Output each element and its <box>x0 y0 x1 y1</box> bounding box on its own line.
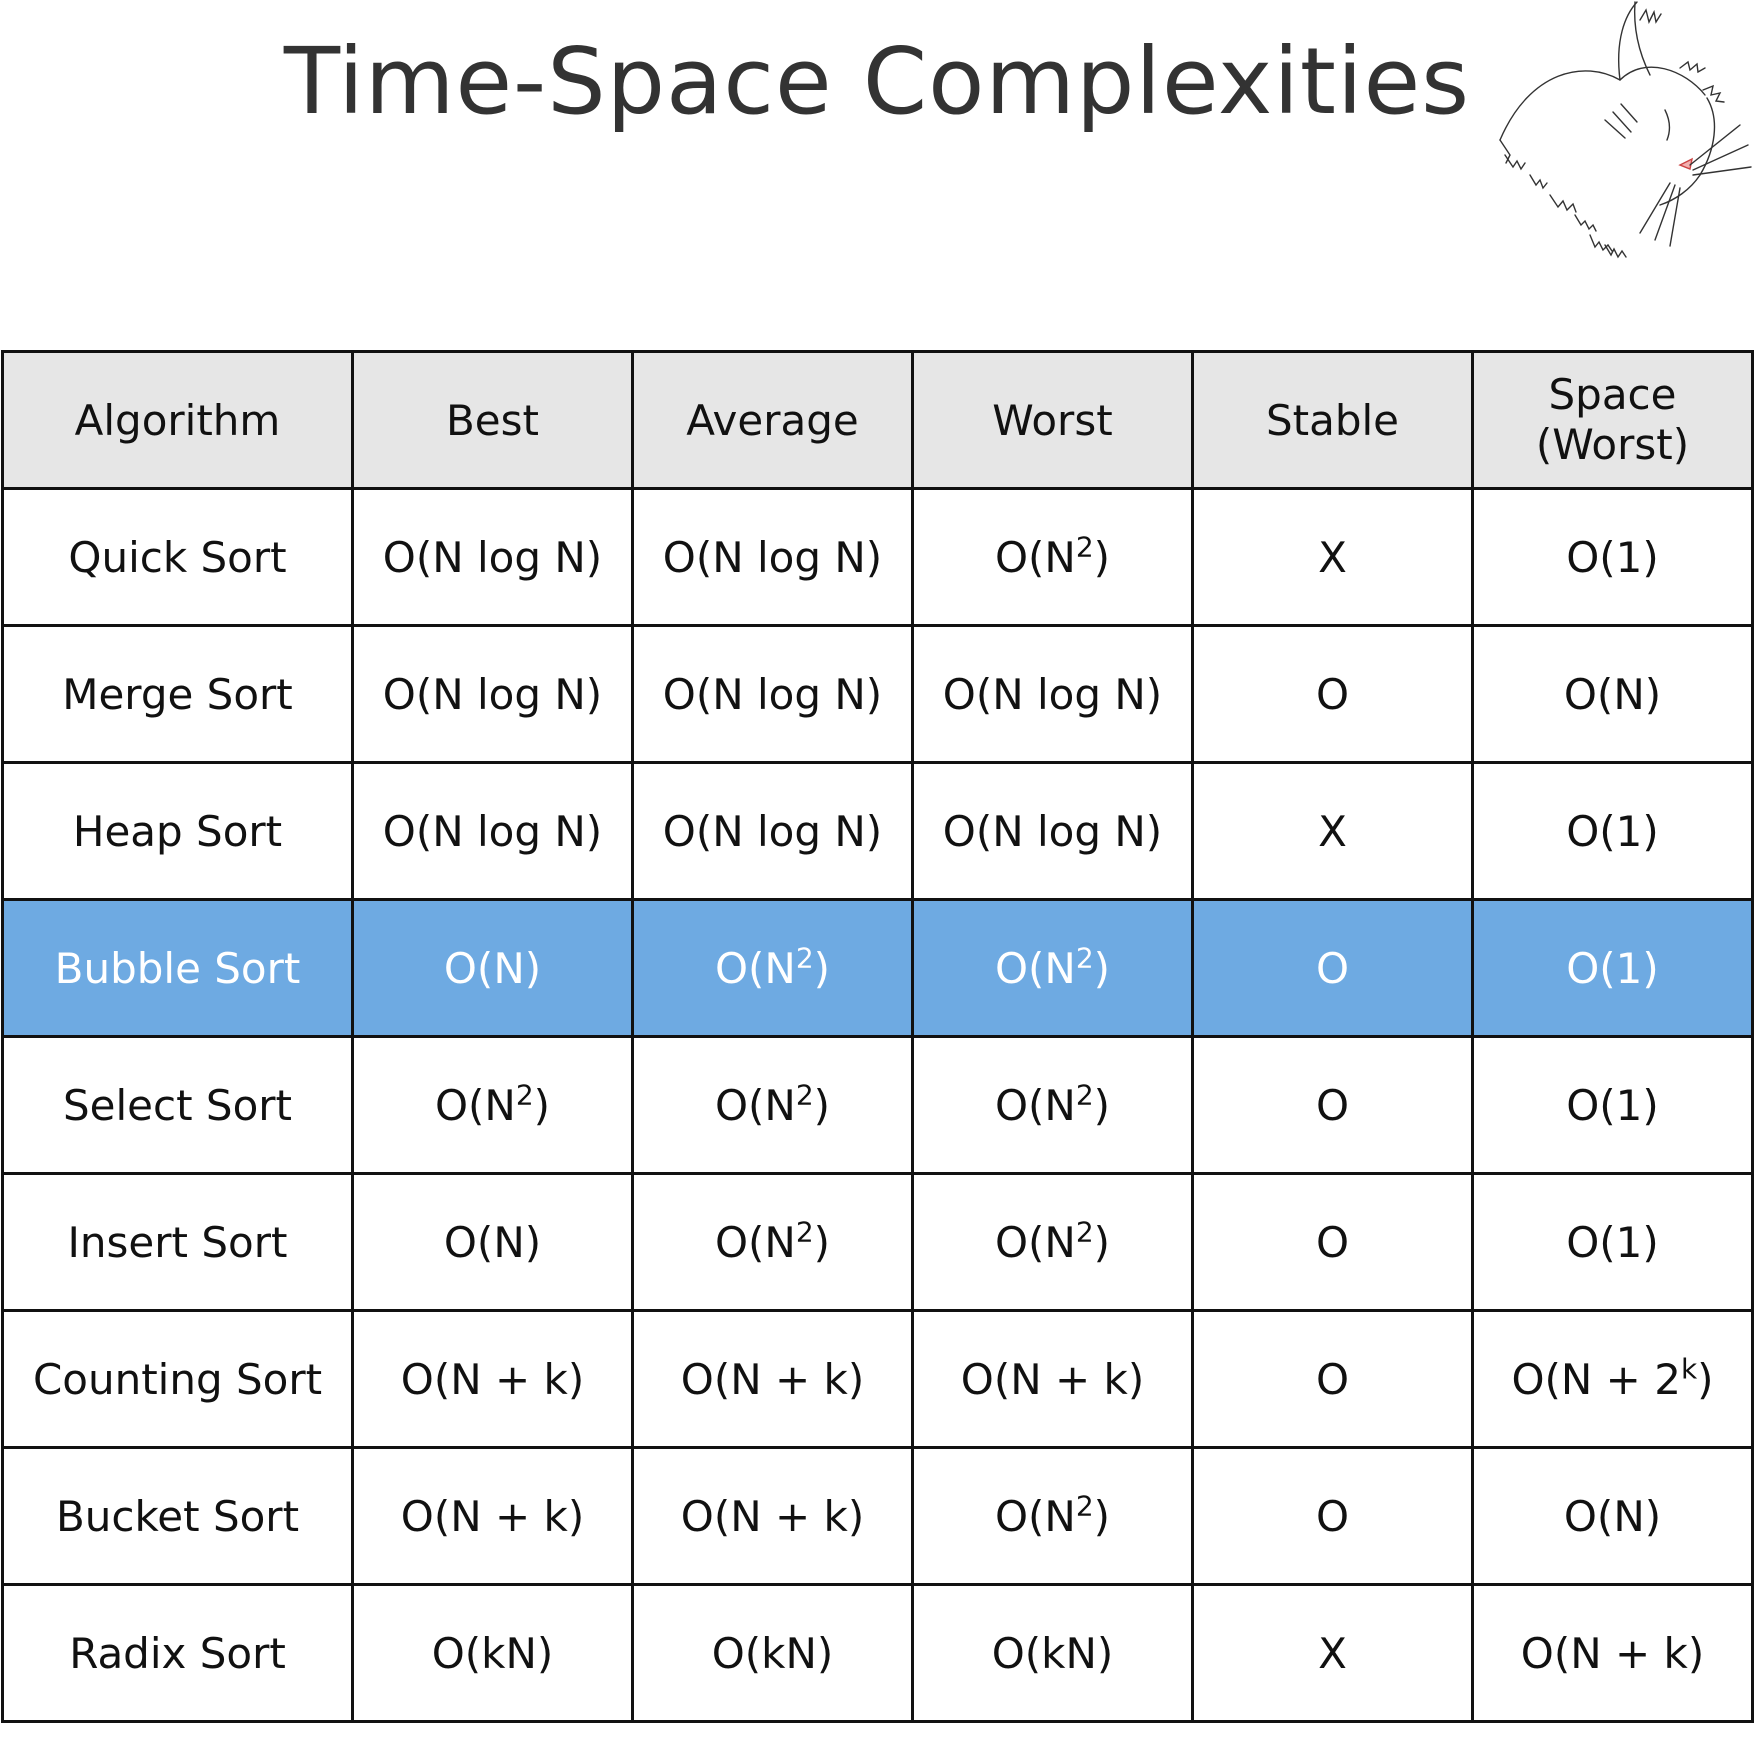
cell-average: O(kN) <box>633 1585 913 1722</box>
table-row <box>3 626 1753 763</box>
column-header-stable: Stable <box>1193 352 1473 489</box>
column-header-space-worst: Space (Worst) <box>1473 352 1753 489</box>
cell-stable: X <box>1193 1585 1473 1722</box>
column-header-average: Average <box>633 352 913 489</box>
page-title: Time-Space Complexities <box>283 28 1471 135</box>
cell-worst: $O(N^2)$ <box>913 1448 1193 1585</box>
cell-worst: O(N log N) <box>913 626 1193 763</box>
cell-stable: X <box>1193 763 1473 900</box>
cell-worst: $O(N^2)$ <box>913 1174 1193 1311</box>
cell-stable: O <box>1193 626 1473 763</box>
sleeping-cat-sketch-icon <box>1475 0 1754 282</box>
cell-algorithm: Radix Sort <box>3 1585 353 1722</box>
cell-average: $O(N^2)$ <box>633 1037 913 1174</box>
cell-average: O(N + k) <box>633 1311 913 1448</box>
table-row <box>3 763 1753 900</box>
cell-stable: X <box>1193 489 1473 626</box>
cell-worst: $O(N^2)$ <box>913 1037 1193 1174</box>
cell-best: O(N log N) <box>353 489 633 626</box>
table-row <box>3 1448 1753 1585</box>
cell-average: O(N + k) <box>633 1448 913 1585</box>
cell-worst: O(kN) <box>913 1585 1193 1722</box>
cell-space: O(1) <box>1473 489 1753 626</box>
table-row <box>3 489 1753 626</box>
cell-best: O(kN) <box>353 1585 633 1722</box>
cell-algorithm: Counting Sort <box>3 1311 353 1448</box>
table-row <box>3 1174 1753 1311</box>
column-header-worst: Worst <box>913 352 1193 489</box>
cell-average: $O(N^2)$ <box>633 1174 913 1311</box>
cell-stable: O <box>1193 1448 1473 1585</box>
table-body <box>3 489 1753 1722</box>
cell-worst: O(N + k) <box>913 1311 1193 1448</box>
cell-worst: $O(N^2)$ <box>913 900 1193 1037</box>
cell-stable: O <box>1193 1311 1473 1448</box>
cell-space: O(1) <box>1473 1174 1753 1311</box>
cell-algorithm: Bucket Sort <box>3 1448 353 1585</box>
column-header-algorithm: Algorithm <box>3 352 353 489</box>
cell-best: O(N) <box>353 900 633 1037</box>
cell-algorithm: Quick Sort <box>3 489 353 626</box>
cell-average: $O(N^2)$ <box>633 900 913 1037</box>
table-header-row <box>3 352 1753 489</box>
cell-stable: O <box>1193 1037 1473 1174</box>
cell-best: O(N log N) <box>353 626 633 763</box>
cell-space: O(N + k) <box>1473 1585 1753 1722</box>
table-row <box>3 1037 1753 1174</box>
cell-space: O(1) <box>1473 1037 1753 1174</box>
cell-worst: $O(N^2)$ <box>913 489 1193 626</box>
cell-average: O(N log N) <box>633 763 913 900</box>
cell-best: O(N + k) <box>353 1448 633 1585</box>
cell-best: O(N + k) <box>353 1311 633 1448</box>
cell-best: O(N) <box>353 1174 633 1311</box>
cell-space: O(1) <box>1473 900 1753 1037</box>
cell-space: $O(N + 2^k)$ <box>1473 1311 1753 1448</box>
table-row <box>3 900 1753 1037</box>
cell-space: O(1) <box>1473 763 1753 900</box>
cell-algorithm: Select Sort <box>3 1037 353 1174</box>
cell-worst: O(N log N) <box>913 763 1193 900</box>
cell-average: O(N log N) <box>633 626 913 763</box>
complexity-table <box>1 350 1754 1723</box>
cell-space: O(N) <box>1473 1448 1753 1585</box>
cell-algorithm: Insert Sort <box>3 1174 353 1311</box>
table-row <box>3 1585 1753 1722</box>
cell-stable: O <box>1193 1174 1473 1311</box>
cell-algorithm: Merge Sort <box>3 626 353 763</box>
column-header-best: Best <box>353 352 633 489</box>
table-row <box>3 1311 1753 1448</box>
cell-algorithm: Bubble Sort <box>3 900 353 1037</box>
cell-best: O(N log N) <box>353 763 633 900</box>
cell-algorithm: Heap Sort <box>3 763 353 900</box>
cell-stable: O <box>1193 900 1473 1037</box>
cell-average: O(N log N) <box>633 489 913 626</box>
cell-space: O(N) <box>1473 626 1753 763</box>
cell-best: $O(N^2)$ <box>353 1037 633 1174</box>
